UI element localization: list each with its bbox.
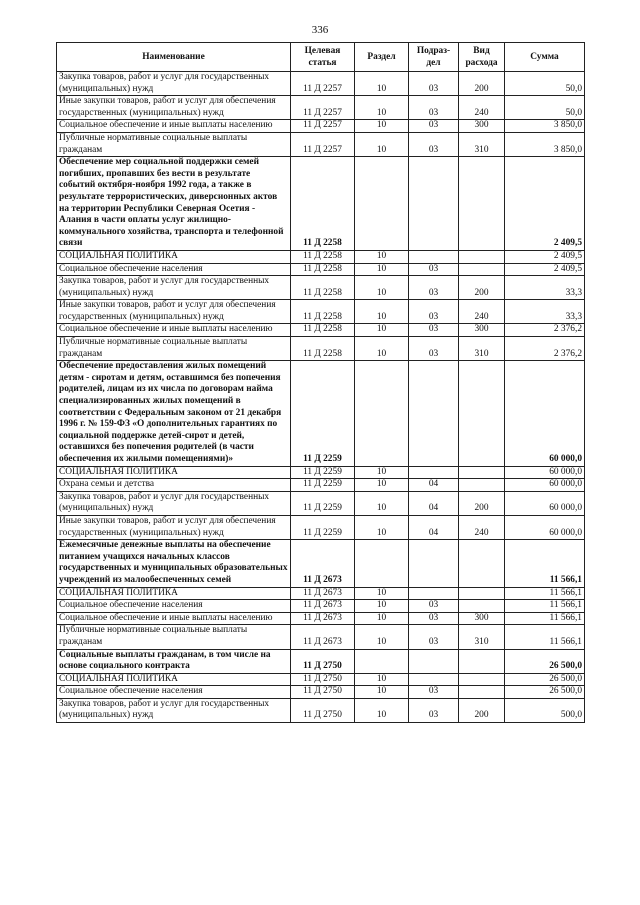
row-type — [459, 600, 505, 613]
row-sum: 33,3 — [505, 276, 585, 300]
row-subsection: 03 — [409, 120, 459, 133]
row-section: 10 — [355, 587, 409, 600]
row-type: 310 — [459, 625, 505, 649]
row-sum: 50,0 — [505, 72, 585, 96]
table-row — [57, 479, 585, 492]
row-sum: 60 000,0 — [505, 515, 585, 539]
row-section: 10 — [355, 612, 409, 625]
row-target: 11 Д 2258 — [291, 300, 355, 324]
row-subsection — [409, 649, 459, 673]
row-section: 10 — [355, 263, 409, 276]
header-subsection: Подраз-дел — [409, 43, 459, 72]
table-row — [57, 466, 585, 479]
row-subsection: 03 — [409, 132, 459, 156]
row-subsection: 03 — [409, 72, 459, 96]
row-target: 11 Д 2258 — [291, 263, 355, 276]
row-subsection — [409, 157, 459, 251]
row-type — [459, 686, 505, 699]
row-subsection: 03 — [409, 337, 459, 361]
row-sum: 26 500,0 — [505, 673, 585, 686]
row-name: Иные закупки товаров, работ и услуг для обеспечения государственных (муниципальных) нужд — [57, 96, 291, 120]
row-name: Иные закупки товаров, работ и услуг для обеспечения государственных (муниципальных) нужд — [57, 515, 291, 539]
row-type — [459, 250, 505, 263]
row-sum: 11 566,1 — [505, 625, 585, 649]
row-name: Социальное обеспечение и иные выплаты населению — [57, 120, 291, 133]
row-section — [355, 649, 409, 673]
row-subsection: 03 — [409, 300, 459, 324]
row-subsection: 03 — [409, 686, 459, 699]
row-target: 11 Д 2750 — [291, 649, 355, 673]
row-sum: 2 376,2 — [505, 337, 585, 361]
header-sum: Сумма — [505, 43, 585, 72]
row-subsection: 03 — [409, 263, 459, 276]
header-type: Вид расхода — [459, 43, 505, 72]
table-row — [57, 587, 585, 600]
row-name: Публичные нормативные социальные выплаты гражданам — [57, 132, 291, 156]
row-sum: 2 376,2 — [505, 324, 585, 337]
row-sum: 60 000,0 — [505, 361, 585, 466]
row-target: 11 Д 2750 — [291, 698, 355, 722]
row-target: 11 Д 2258 — [291, 250, 355, 263]
table-row — [57, 515, 585, 539]
row-name: СОЦИАЛЬНАЯ ПОЛИТИКА — [57, 673, 291, 686]
row-target: 11 Д 2259 — [291, 361, 355, 466]
row-subsection — [409, 587, 459, 600]
header-section: Раздел — [355, 43, 409, 72]
row-sum: 2 409,5 — [505, 157, 585, 251]
row-target: 11 Д 2257 — [291, 72, 355, 96]
table-row — [57, 686, 585, 699]
row-sum: 60 000,0 — [505, 491, 585, 515]
table-row — [57, 324, 585, 337]
row-name: Социальное обеспечение населения — [57, 686, 291, 699]
row-section: 10 — [355, 600, 409, 613]
row-sum: 11 566,1 — [505, 600, 585, 613]
row-type: 310 — [459, 132, 505, 156]
row-name: Охрана семьи и детства — [57, 479, 291, 492]
row-subsection: 03 — [409, 625, 459, 649]
table-row — [57, 673, 585, 686]
table-row — [57, 540, 585, 587]
row-section — [355, 540, 409, 587]
row-section: 10 — [355, 72, 409, 96]
page-number: 336 — [311, 24, 329, 36]
row-subsection: 03 — [409, 612, 459, 625]
row-subsection — [409, 250, 459, 263]
row-name: Иные закупки товаров, работ и услуг для обеспечения государственных (муниципальных) нужд — [57, 300, 291, 324]
row-type: 240 — [459, 515, 505, 539]
row-target: 11 Д 2750 — [291, 673, 355, 686]
table-row — [57, 263, 585, 276]
row-section: 10 — [355, 479, 409, 492]
row-name: Обеспечение предоставления жилых помещений детям - сиротам и детям, оставшимся без попечения родителей, лицам из их числа по договорам найма специализированных жилых помещений в соответствии с Федеральным законом от 21 декабря 1996 г. № 159-ФЗ «О дополнительных гарантиях по социальной поддержке детей-сирот и детей, оставшихся без попечения родителей (в части обеспечения их жилыми помещениями)» — [57, 361, 291, 466]
table-row — [57, 300, 585, 324]
row-type: 300 — [459, 324, 505, 337]
row-sum: 26 500,0 — [505, 649, 585, 673]
table-row — [57, 698, 585, 722]
row-name: Закупка товаров, работ и услуг для государственных (муниципальных) нужд — [57, 72, 291, 96]
table-row — [57, 72, 585, 96]
row-subsection — [409, 540, 459, 587]
row-target: 11 Д 2259 — [291, 479, 355, 492]
table-row — [57, 491, 585, 515]
row-type: 200 — [459, 698, 505, 722]
row-name: СОЦИАЛЬНАЯ ПОЛИТИКА — [57, 587, 291, 600]
row-type: 200 — [459, 276, 505, 300]
row-target: 11 Д 2258 — [291, 324, 355, 337]
row-section: 10 — [355, 515, 409, 539]
row-subsection: 03 — [409, 96, 459, 120]
table-row — [57, 337, 585, 361]
row-section: 10 — [355, 276, 409, 300]
row-name: Обеспечение мер социальной поддержки семей погибших, пропавших без вести в результате событий октября-ноября 1992 года, а также в результате террористических, диверсионных актов на территории Республики Северная Осетия - Алания в части оплаты услуг жилищно-коммунального хозяйства, транспорта и телефонной связи — [57, 157, 291, 251]
row-target: 11 Д 2259 — [291, 491, 355, 515]
row-subsection: 04 — [409, 491, 459, 515]
row-name: Ежемесячные денежные выплаты на обеспечение питанием учащихся начальных классов государственных и муниципальных образовательных учреждений из малообеспеченных семей — [57, 540, 291, 587]
row-sum: 3 850,0 — [505, 120, 585, 133]
row-section: 10 — [355, 686, 409, 699]
row-sum: 26 500,0 — [505, 686, 585, 699]
table-row — [57, 361, 585, 466]
row-target: 11 Д 2258 — [291, 276, 355, 300]
row-target: 11 Д 2673 — [291, 612, 355, 625]
row-type — [459, 479, 505, 492]
row-sum: 2 409,5 — [505, 263, 585, 276]
table-header-row — [57, 43, 585, 72]
row-target: 11 Д 2673 — [291, 625, 355, 649]
row-section: 10 — [355, 120, 409, 133]
row-subsection: 04 — [409, 479, 459, 492]
row-type: 240 — [459, 300, 505, 324]
row-section: 10 — [355, 132, 409, 156]
row-type — [459, 587, 505, 600]
table-row — [57, 612, 585, 625]
row-name: Закупка товаров, работ и услуг для государственных (муниципальных) нужд — [57, 491, 291, 515]
row-section: 10 — [355, 698, 409, 722]
row-section: 10 — [355, 337, 409, 361]
row-section — [355, 361, 409, 466]
row-type: 200 — [459, 491, 505, 515]
row-name: Закупка товаров, работ и услуг для государственных (муниципальных) нужд — [57, 698, 291, 722]
row-target: 11 Д 2257 — [291, 132, 355, 156]
row-sum: 11 566,1 — [505, 612, 585, 625]
row-subsection — [409, 361, 459, 466]
row-type — [459, 157, 505, 251]
row-name: СОЦИАЛЬНАЯ ПОЛИТИКА — [57, 250, 291, 263]
row-section: 10 — [355, 466, 409, 479]
budget-table — [56, 42, 585, 723]
row-type — [459, 466, 505, 479]
row-subsection: 03 — [409, 698, 459, 722]
row-subsection — [409, 466, 459, 479]
table-row — [57, 250, 585, 263]
row-section: 10 — [355, 491, 409, 515]
header-target: Целевая статья — [291, 43, 355, 72]
row-section: 10 — [355, 625, 409, 649]
header-name: Наименование — [57, 43, 291, 72]
table-row — [57, 120, 585, 133]
row-type: 240 — [459, 96, 505, 120]
row-name: Закупка товаров, работ и услуг для государственных (муниципальных) нужд — [57, 276, 291, 300]
row-name: Социальное обеспечение и иные выплаты населению — [57, 324, 291, 337]
row-name: Социальные выплаты гражданам, в том числе на основе социального контракта — [57, 649, 291, 673]
table-row — [57, 276, 585, 300]
row-name: СОЦИАЛЬНАЯ ПОЛИТИКА — [57, 466, 291, 479]
row-type: 310 — [459, 337, 505, 361]
row-section — [355, 157, 409, 251]
row-subsection: 03 — [409, 600, 459, 613]
row-section: 10 — [355, 250, 409, 263]
row-sum: 500,0 — [505, 698, 585, 722]
table-row — [57, 625, 585, 649]
table-row — [57, 132, 585, 156]
row-name: Социальное обеспечение населения — [57, 263, 291, 276]
row-target: 11 Д 2258 — [291, 337, 355, 361]
row-target: 11 Д 2259 — [291, 466, 355, 479]
row-subsection: 04 — [409, 515, 459, 539]
row-section: 10 — [355, 324, 409, 337]
table-row — [57, 96, 585, 120]
row-target: 11 Д 2258 — [291, 157, 355, 251]
row-sum: 2 409,5 — [505, 250, 585, 263]
row-type — [459, 361, 505, 466]
row-subsection: 03 — [409, 276, 459, 300]
row-sum: 60 000,0 — [505, 479, 585, 492]
row-sum: 11 566,1 — [505, 587, 585, 600]
row-name: Публичные нормативные социальные выплаты гражданам — [57, 337, 291, 361]
row-sum: 33,3 — [505, 300, 585, 324]
row-section: 10 — [355, 673, 409, 686]
table-row — [57, 600, 585, 613]
row-section: 10 — [355, 300, 409, 324]
row-name: Социальное обеспечение населения — [57, 600, 291, 613]
row-target: 11 Д 2750 — [291, 686, 355, 699]
row-type — [459, 540, 505, 587]
row-target: 11 Д 2673 — [291, 540, 355, 587]
row-name: Социальное обеспечение и иные выплаты населению — [57, 612, 291, 625]
row-type — [459, 263, 505, 276]
row-type: 300 — [459, 120, 505, 133]
row-type: 300 — [459, 612, 505, 625]
row-sum: 3 850,0 — [505, 132, 585, 156]
row-target: 11 Д 2257 — [291, 120, 355, 133]
row-target: 11 Д 2673 — [291, 600, 355, 613]
row-subsection: 03 — [409, 324, 459, 337]
row-subsection — [409, 673, 459, 686]
table-row — [57, 649, 585, 673]
row-sum: 60 000,0 — [505, 466, 585, 479]
row-name: Публичные нормативные социальные выплаты гражданам — [57, 625, 291, 649]
row-sum: 11 566,1 — [505, 540, 585, 587]
table-row — [57, 157, 585, 251]
row-section: 10 — [355, 96, 409, 120]
row-type: 200 — [459, 72, 505, 96]
row-type — [459, 673, 505, 686]
row-sum: 50,0 — [505, 96, 585, 120]
row-target: 11 Д 2259 — [291, 515, 355, 539]
row-target: 11 Д 2673 — [291, 587, 355, 600]
row-target: 11 Д 2257 — [291, 96, 355, 120]
row-type — [459, 649, 505, 673]
